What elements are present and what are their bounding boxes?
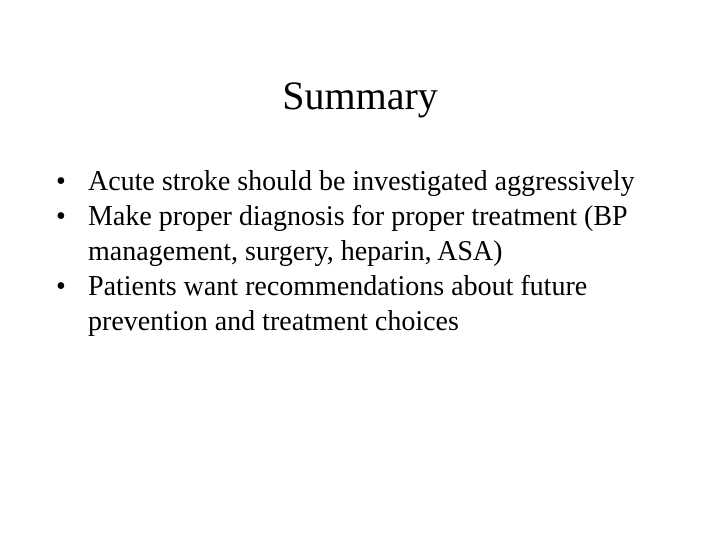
bullet-item bbox=[56, 199, 676, 269]
bullet-text: Patients want recommendations about future prevention and treatment choices bbox=[88, 271, 588, 337]
bullet-text: Acute stroke should be investigated aggressively bbox=[88, 166, 635, 197]
bullet-text: Make proper diagnosis for proper treatment (BP management, surgery, heparin, ASA) bbox=[88, 201, 627, 267]
bullet-item bbox=[56, 164, 676, 199]
bullet-marker: • bbox=[56, 201, 66, 232]
slide-title: Summary bbox=[282, 73, 438, 118]
bullet-item bbox=[56, 269, 676, 339]
bullet-list bbox=[56, 164, 676, 339]
bullet-marker: • bbox=[56, 271, 66, 302]
bullet-marker: • bbox=[56, 166, 66, 197]
